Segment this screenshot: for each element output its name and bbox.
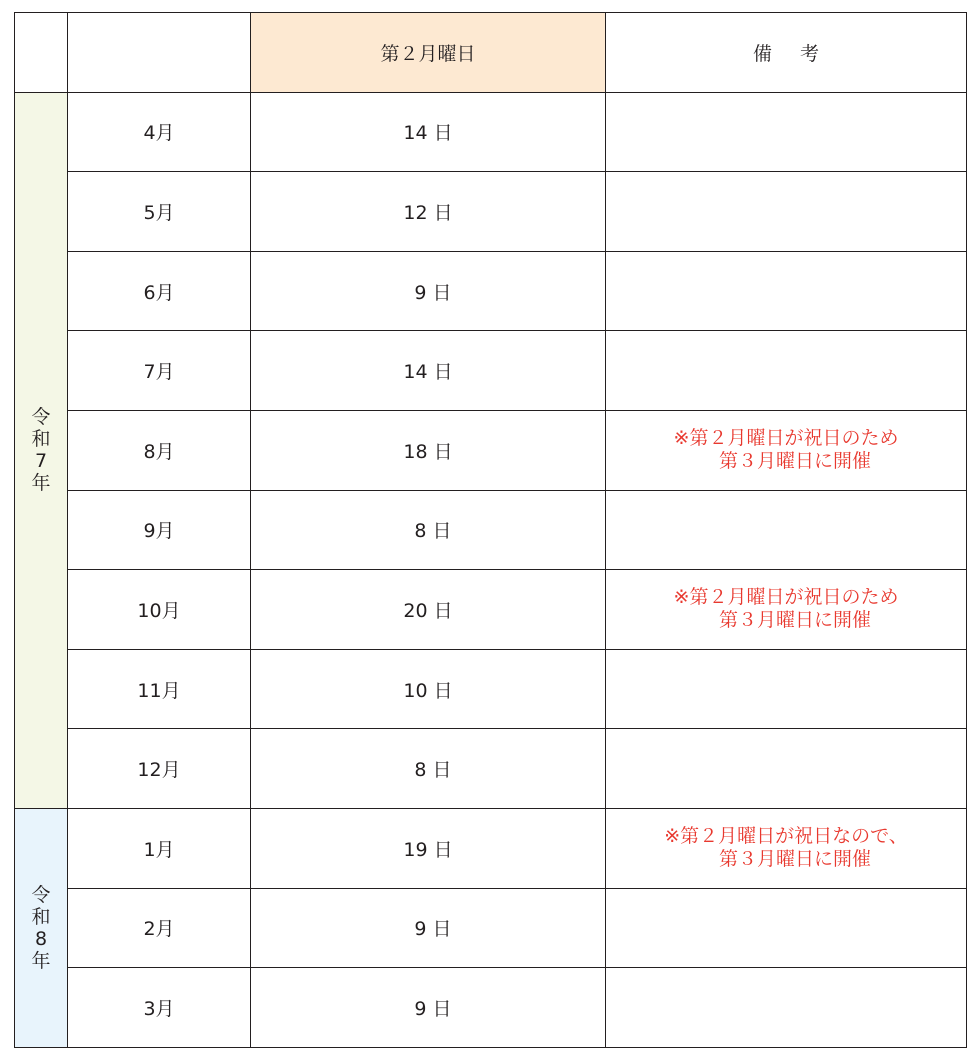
day-unit: 日 — [433, 599, 453, 622]
day-unit: 日 — [432, 520, 452, 543]
day-cell — [251, 968, 606, 1048]
day-cell — [251, 570, 606, 650]
day-cell — [251, 251, 606, 331]
day-number: 9 — [414, 997, 427, 1020]
era-reiwa8-cell — [15, 808, 68, 1047]
day-unit: 日 — [433, 201, 453, 224]
table-row — [15, 888, 967, 968]
table-row — [15, 490, 967, 570]
day-number: 18 — [403, 440, 428, 463]
note-cell — [606, 410, 967, 490]
day-number: 12 — [403, 201, 428, 224]
month-cell: 12月 — [68, 729, 251, 809]
day-number: 19 — [403, 838, 428, 861]
table-row — [15, 570, 967, 650]
month-cell: 10月 — [68, 570, 251, 650]
era-char: 8 — [34, 927, 48, 950]
day-cell — [251, 172, 606, 252]
schedule-table — [14, 12, 967, 1048]
month-cell: 4月 — [68, 92, 251, 172]
day-cell — [251, 808, 606, 888]
table-row — [15, 172, 967, 252]
header-note-label-2: 考 — [800, 42, 820, 65]
month-cell: 8月 — [68, 410, 251, 490]
table-row — [15, 331, 967, 411]
era-char: 年 — [31, 472, 51, 495]
era-char: 和 — [31, 428, 51, 451]
era-reiwa7-cell — [15, 92, 68, 808]
note-cell — [606, 968, 967, 1048]
note-line-2: 第３月曜日に開催 — [718, 848, 871, 871]
day-cell — [251, 649, 606, 729]
header-day-cell — [251, 13, 606, 93]
era-char: 年 — [31, 949, 51, 972]
day-unit: 日 — [432, 918, 452, 941]
day-cell — [251, 888, 606, 968]
note-cell — [606, 490, 967, 570]
day-cell — [251, 92, 606, 172]
day-cell — [251, 410, 606, 490]
day-number: 9 — [414, 918, 427, 941]
header-note-cell — [606, 13, 967, 93]
table-row — [15, 92, 967, 172]
note-cell — [606, 251, 967, 331]
note-line-1: ※第２月曜日が祝日のため — [673, 427, 899, 450]
day-number: 8 — [414, 759, 427, 782]
header-row — [15, 13, 967, 93]
note-line-1: ※第２月曜日が祝日なので、 — [664, 825, 908, 848]
day-unit: 日 — [432, 997, 452, 1020]
day-unit: 日 — [433, 679, 453, 702]
day-unit: 日 — [433, 122, 453, 145]
month-cell: 5月 — [68, 172, 251, 252]
day-cell — [251, 490, 606, 570]
note-line-2: 第３月曜日に開催 — [718, 609, 871, 632]
era-char: 令 — [31, 883, 51, 906]
day-number: 9 — [414, 281, 427, 304]
table-row — [15, 649, 967, 729]
note-cell — [606, 331, 967, 411]
day-unit: 日 — [433, 838, 453, 861]
table-row — [15, 808, 967, 888]
note-cell — [606, 729, 967, 809]
month-cell: 3月 — [68, 968, 251, 1048]
header-month-cell — [68, 13, 251, 93]
month-cell: 6月 — [68, 251, 251, 331]
day-cell — [251, 331, 606, 411]
era-char: 7 — [34, 450, 48, 473]
day-unit: 日 — [433, 361, 453, 384]
month-cell: 7月 — [68, 331, 251, 411]
day-number: 20 — [403, 599, 428, 622]
day-unit: 日 — [432, 281, 452, 304]
era-char: 令 — [31, 406, 51, 429]
era-reiwa7-label — [31, 406, 50, 494]
header-era-cell — [15, 13, 68, 93]
header-day-label: 第２月曜日 — [380, 42, 476, 65]
era-char: 和 — [31, 905, 51, 928]
table-row — [15, 729, 967, 809]
month-cell: 9月 — [68, 490, 251, 570]
table-row — [15, 410, 967, 490]
note-line-2: 第３月曜日に開催 — [718, 450, 871, 473]
note-cell — [606, 92, 967, 172]
month-cell: 11月 — [68, 649, 251, 729]
month-cell: 1月 — [68, 808, 251, 888]
day-number: 14 — [403, 122, 428, 145]
day-unit: 日 — [432, 759, 452, 782]
day-number: 10 — [403, 679, 428, 702]
day-number: 8 — [414, 520, 427, 543]
header-note-label-1: 備 — [752, 42, 772, 65]
day-number: 14 — [403, 361, 428, 384]
day-cell — [251, 729, 606, 809]
note-line-1: ※第２月曜日が祝日のため — [673, 586, 899, 609]
table-row — [15, 251, 967, 331]
note-cell — [606, 808, 967, 888]
note-cell — [606, 888, 967, 968]
era-reiwa8-label — [31, 884, 50, 972]
table-row — [15, 968, 967, 1048]
month-cell: 2月 — [68, 888, 251, 968]
day-unit: 日 — [433, 440, 453, 463]
note-cell — [606, 570, 967, 650]
note-cell — [606, 172, 967, 252]
note-cell — [606, 649, 967, 729]
